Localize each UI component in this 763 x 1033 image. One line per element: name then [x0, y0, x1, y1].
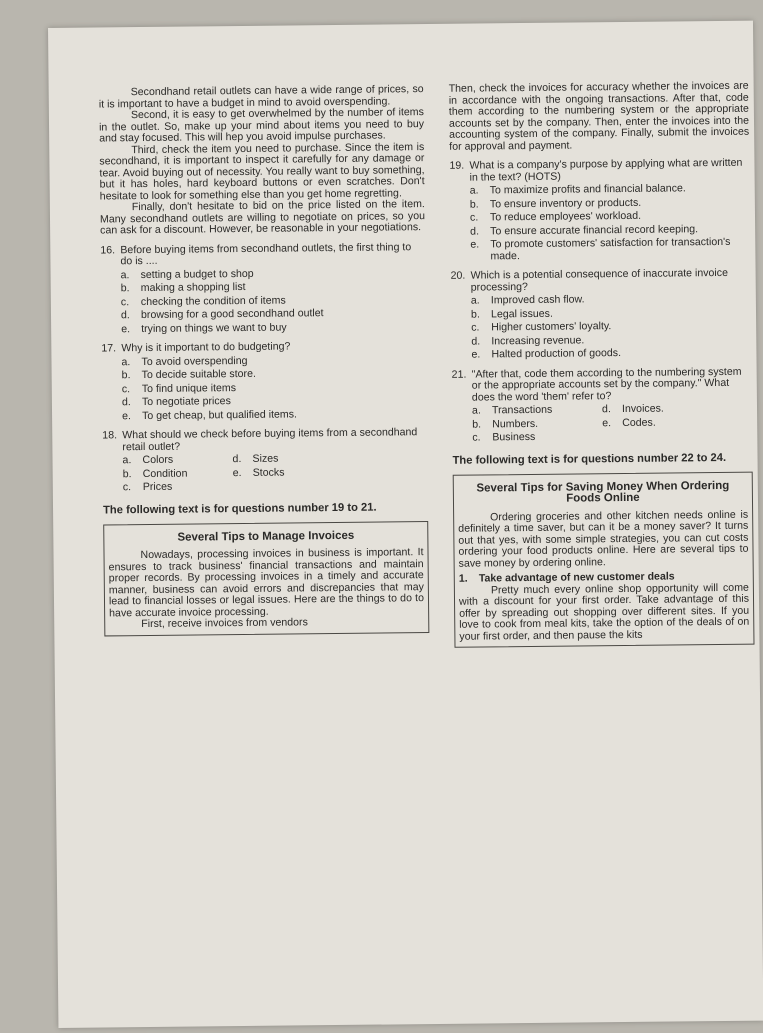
- option-text: Improved cash flow.: [490, 293, 585, 307]
- option-text: Higher customers' loyalty.: [491, 320, 612, 334]
- option-letter: c.: [471, 321, 480, 334]
- answer-option[interactable]: [122, 454, 232, 467]
- answer-option[interactable]: [233, 466, 343, 479]
- answer-option[interactable]: [471, 306, 751, 320]
- passage-paragraph: Then, check the invoices for accuracy whether the invoices are in accordance with the ongoing transactions. After that, code them according to the numbering system or the appropriate accounts set by the company. Then, enter the invoices into the accounting system of the company. Finally, submit the invoices for approval and payment.: [448, 79, 750, 153]
- option-text: Sizes: [252, 452, 279, 465]
- option-text: trying on things we want to buy: [141, 321, 287, 335]
- tip-heading-text: Take advantage of new customer deals: [478, 570, 675, 585]
- passage-paragraph: Secondhand retail outlets can have a wide range of prices, so it is important to have a budget in mind to avoid overspending.: [98, 83, 424, 110]
- answer-option[interactable]: [232, 453, 342, 466]
- option-text: setting a budget to shop: [140, 267, 254, 281]
- option-text: Transactions: [491, 403, 553, 417]
- option-letter: b.: [121, 369, 131, 382]
- option-text: To negotiate prices: [141, 395, 231, 409]
- answer-option[interactable]: [470, 196, 750, 210]
- option-letter: d.: [232, 452, 242, 466]
- box-paragraph: Nowadays, processing invoices in business is important. It ensures to track business' financial transactions and maintain proper records. By processing invoices in a timely and accurate manner, business can avoid errors and discrepancies that may lead to financial losses or legal issues. Here are the things to do to have accurate invoice processing.: [108, 546, 425, 619]
- option-letter: b.: [469, 197, 479, 211]
- passage-paragraph: Finally, don't hesitate to bid on the price listed on the item. Many secondhand outlets are willing to negotiate on prices, so you can ask for a discount. However, be reasonable in your negotiations.: [99, 198, 426, 237]
- section-intro: The following text is for questions number 22 to 24.: [452, 451, 727, 467]
- question-18: [102, 427, 428, 494]
- option-letter: b.: [472, 417, 482, 431]
- question-21: [452, 366, 753, 444]
- option-letter: c.: [472, 431, 481, 444]
- box-title: Several Tips for Saving Money When Ordering Foods Online: [476, 479, 730, 505]
- left-column: [99, 84, 430, 636]
- answer-option[interactable]: [121, 321, 426, 336]
- option-letter: e.: [471, 348, 481, 361]
- question-stem: "After that, code them according to the numbering system or the appropriate accounts set by the company." What does the word 'them' refer to?: [471, 365, 742, 404]
- answer-option[interactable]: [472, 431, 602, 444]
- option-text: Prices: [142, 480, 173, 494]
- option-letter: e.: [232, 466, 242, 479]
- option-text: Halted production of goods.: [491, 347, 622, 361]
- option-letter: c.: [120, 295, 130, 308]
- section-intro: The following text is for questions number 19 to 21.: [102, 501, 377, 516]
- question-16: [100, 242, 426, 336]
- option-letter: e.: [470, 238, 480, 251]
- answer-option[interactable]: [122, 394, 427, 409]
- option-text: To reduce employees' workload.: [489, 209, 642, 224]
- answer-option[interactable]: [602, 417, 712, 430]
- option-letter: a.: [469, 184, 479, 197]
- answer-option[interactable]: [121, 267, 426, 282]
- answer-option[interactable]: [121, 354, 426, 369]
- option-text: To ensure accurate financial record keeping.: [490, 222, 699, 237]
- passage-paragraph: Second, it is easy to get overwhelmed by the number of items in the outlet. So, make up your mind about items you need to buy and stay focused. This will hep you avoid impulse purchases.: [98, 106, 425, 145]
- question-stem: What should we check before buying items from a secondhand retail outlet?: [122, 426, 418, 453]
- answer-option[interactable]: [602, 403, 712, 416]
- question-stem: Before buying items from secondhand outlets, the first thing to do is ....: [120, 240, 412, 268]
- answer-option[interactable]: [471, 333, 751, 347]
- option-letter: c.: [121, 382, 131, 395]
- box-paragraph: Ordering groceries and other kitchen needs online is definitely a time saver, but can it be a money saver? It turns out that yes, with some simple strategies, you can cut costs ordering your food products online. Here are several tips to save money by ordering online.: [458, 508, 749, 570]
- option-text: browsing for a good secondhand outlet: [140, 307, 324, 322]
- option-text: Legal issues.: [490, 307, 553, 320]
- option-letter: d.: [471, 334, 481, 348]
- option-text: making a shopping list: [140, 280, 246, 295]
- question-number: 21.: [451, 368, 467, 381]
- option-letter: b.: [470, 307, 480, 321]
- answer-option[interactable]: [122, 381, 427, 396]
- tip-number: 1.: [458, 572, 468, 585]
- answer-option[interactable]: [470, 183, 750, 197]
- answer-option[interactable]: [472, 418, 602, 431]
- option-text: To find unique items: [141, 381, 237, 395]
- option-letter: b.: [122, 467, 132, 480]
- option-text: Stocks: [252, 466, 285, 479]
- option-text: To get cheap, but qualified items.: [142, 407, 298, 422]
- question-number: 18.: [102, 429, 118, 442]
- answer-option[interactable]: [121, 280, 426, 295]
- option-text: Business: [492, 430, 536, 444]
- option-text: To promote customers' satisfaction for transaction's made.: [490, 235, 731, 262]
- box-paragraph: First, receive invoices from vendors: [141, 616, 308, 631]
- answer-option[interactable]: [470, 210, 750, 224]
- option-letter: d.: [121, 396, 131, 409]
- option-letter: c.: [122, 481, 132, 494]
- option-text: To ensure inventory or products.: [489, 196, 642, 210]
- answer-option[interactable]: [471, 293, 751, 307]
- option-text: Codes.: [622, 416, 656, 429]
- box-title: Several Tips to Manage Invoices: [177, 529, 355, 544]
- answer-option[interactable]: [471, 347, 751, 361]
- option-text: To decide suitable store.: [141, 367, 256, 382]
- question-number: 19.: [449, 159, 465, 172]
- option-text: Colors: [142, 453, 174, 467]
- answer-option[interactable]: [470, 237, 750, 263]
- option-letter: a.: [471, 404, 481, 417]
- option-letter: b.: [120, 282, 130, 295]
- answer-option[interactable]: [122, 367, 427, 382]
- answer-option[interactable]: [471, 320, 751, 334]
- option-letter: e.: [121, 322, 131, 335]
- option-letter: a.: [122, 454, 132, 467]
- option-letter: d.: [601, 403, 611, 416]
- answer-option[interactable]: [472, 404, 602, 417]
- answer-option[interactable]: [121, 294, 426, 309]
- option-text: Condition: [142, 467, 188, 480]
- option-text: To avoid overspending: [141, 354, 248, 368]
- option-text: To maximize profits and financial balance.: [489, 182, 686, 197]
- question-stem: Why is it important to do budgeting?: [121, 340, 291, 355]
- option-letter: d.: [120, 309, 130, 322]
- answer-option[interactable]: [121, 307, 426, 322]
- option-text: checking the condition of items: [140, 294, 286, 308]
- question-20: [451, 268, 752, 362]
- passage-paragraph: Third, check the item you need to purchase. Since the item is secondhand, it is important to inspect it carefully for any damage or tear. Avoid buying out of necessity. You really want to buy something, but it has holes, hard keyboard buttons or even scratches. Don't hesitate to look for something else than you get home regretting.: [99, 140, 425, 202]
- question-number: 20.: [450, 269, 466, 282]
- text-box-invoices: [103, 521, 429, 636]
- worksheet-page: [48, 21, 763, 1028]
- question-17: [101, 340, 427, 422]
- option-letter: a.: [120, 268, 130, 281]
- option-letter: c.: [469, 211, 479, 224]
- answer-option[interactable]: [122, 408, 427, 423]
- option-letter: a.: [121, 355, 131, 368]
- option-letter: e.: [602, 416, 612, 429]
- right-column: [449, 81, 755, 648]
- question-number: 17.: [101, 342, 117, 355]
- question-stem: What is a company's purpose by applying what are written in the text? (HOTS): [469, 156, 743, 184]
- option-text: Increasing revenue.: [491, 333, 585, 347]
- text-box-saving-money: [453, 471, 755, 648]
- option-letter: a.: [470, 294, 480, 307]
- question-stem: Which is a potential consequence of inaccurate invoice processing?: [470, 266, 729, 294]
- option-text: Invoices.: [621, 402, 664, 416]
- option-letter: d.: [470, 224, 480, 238]
- box-paragraph: Pretty much every online shop opportunity will come with a discount for your first order. Take advantage of this offer by spreading out shopping over different sites. If you love to cook from meal kits, take the option of the deals of on your first order, and then pause the kits: [458, 581, 750, 643]
- question-19: [449, 158, 750, 263]
- option-letter: e.: [122, 409, 131, 422]
- option-text: Numbers.: [492, 417, 539, 430]
- question-number: 16.: [100, 243, 116, 256]
- answer-option[interactable]: [123, 481, 233, 494]
- answer-option[interactable]: [123, 468, 233, 481]
